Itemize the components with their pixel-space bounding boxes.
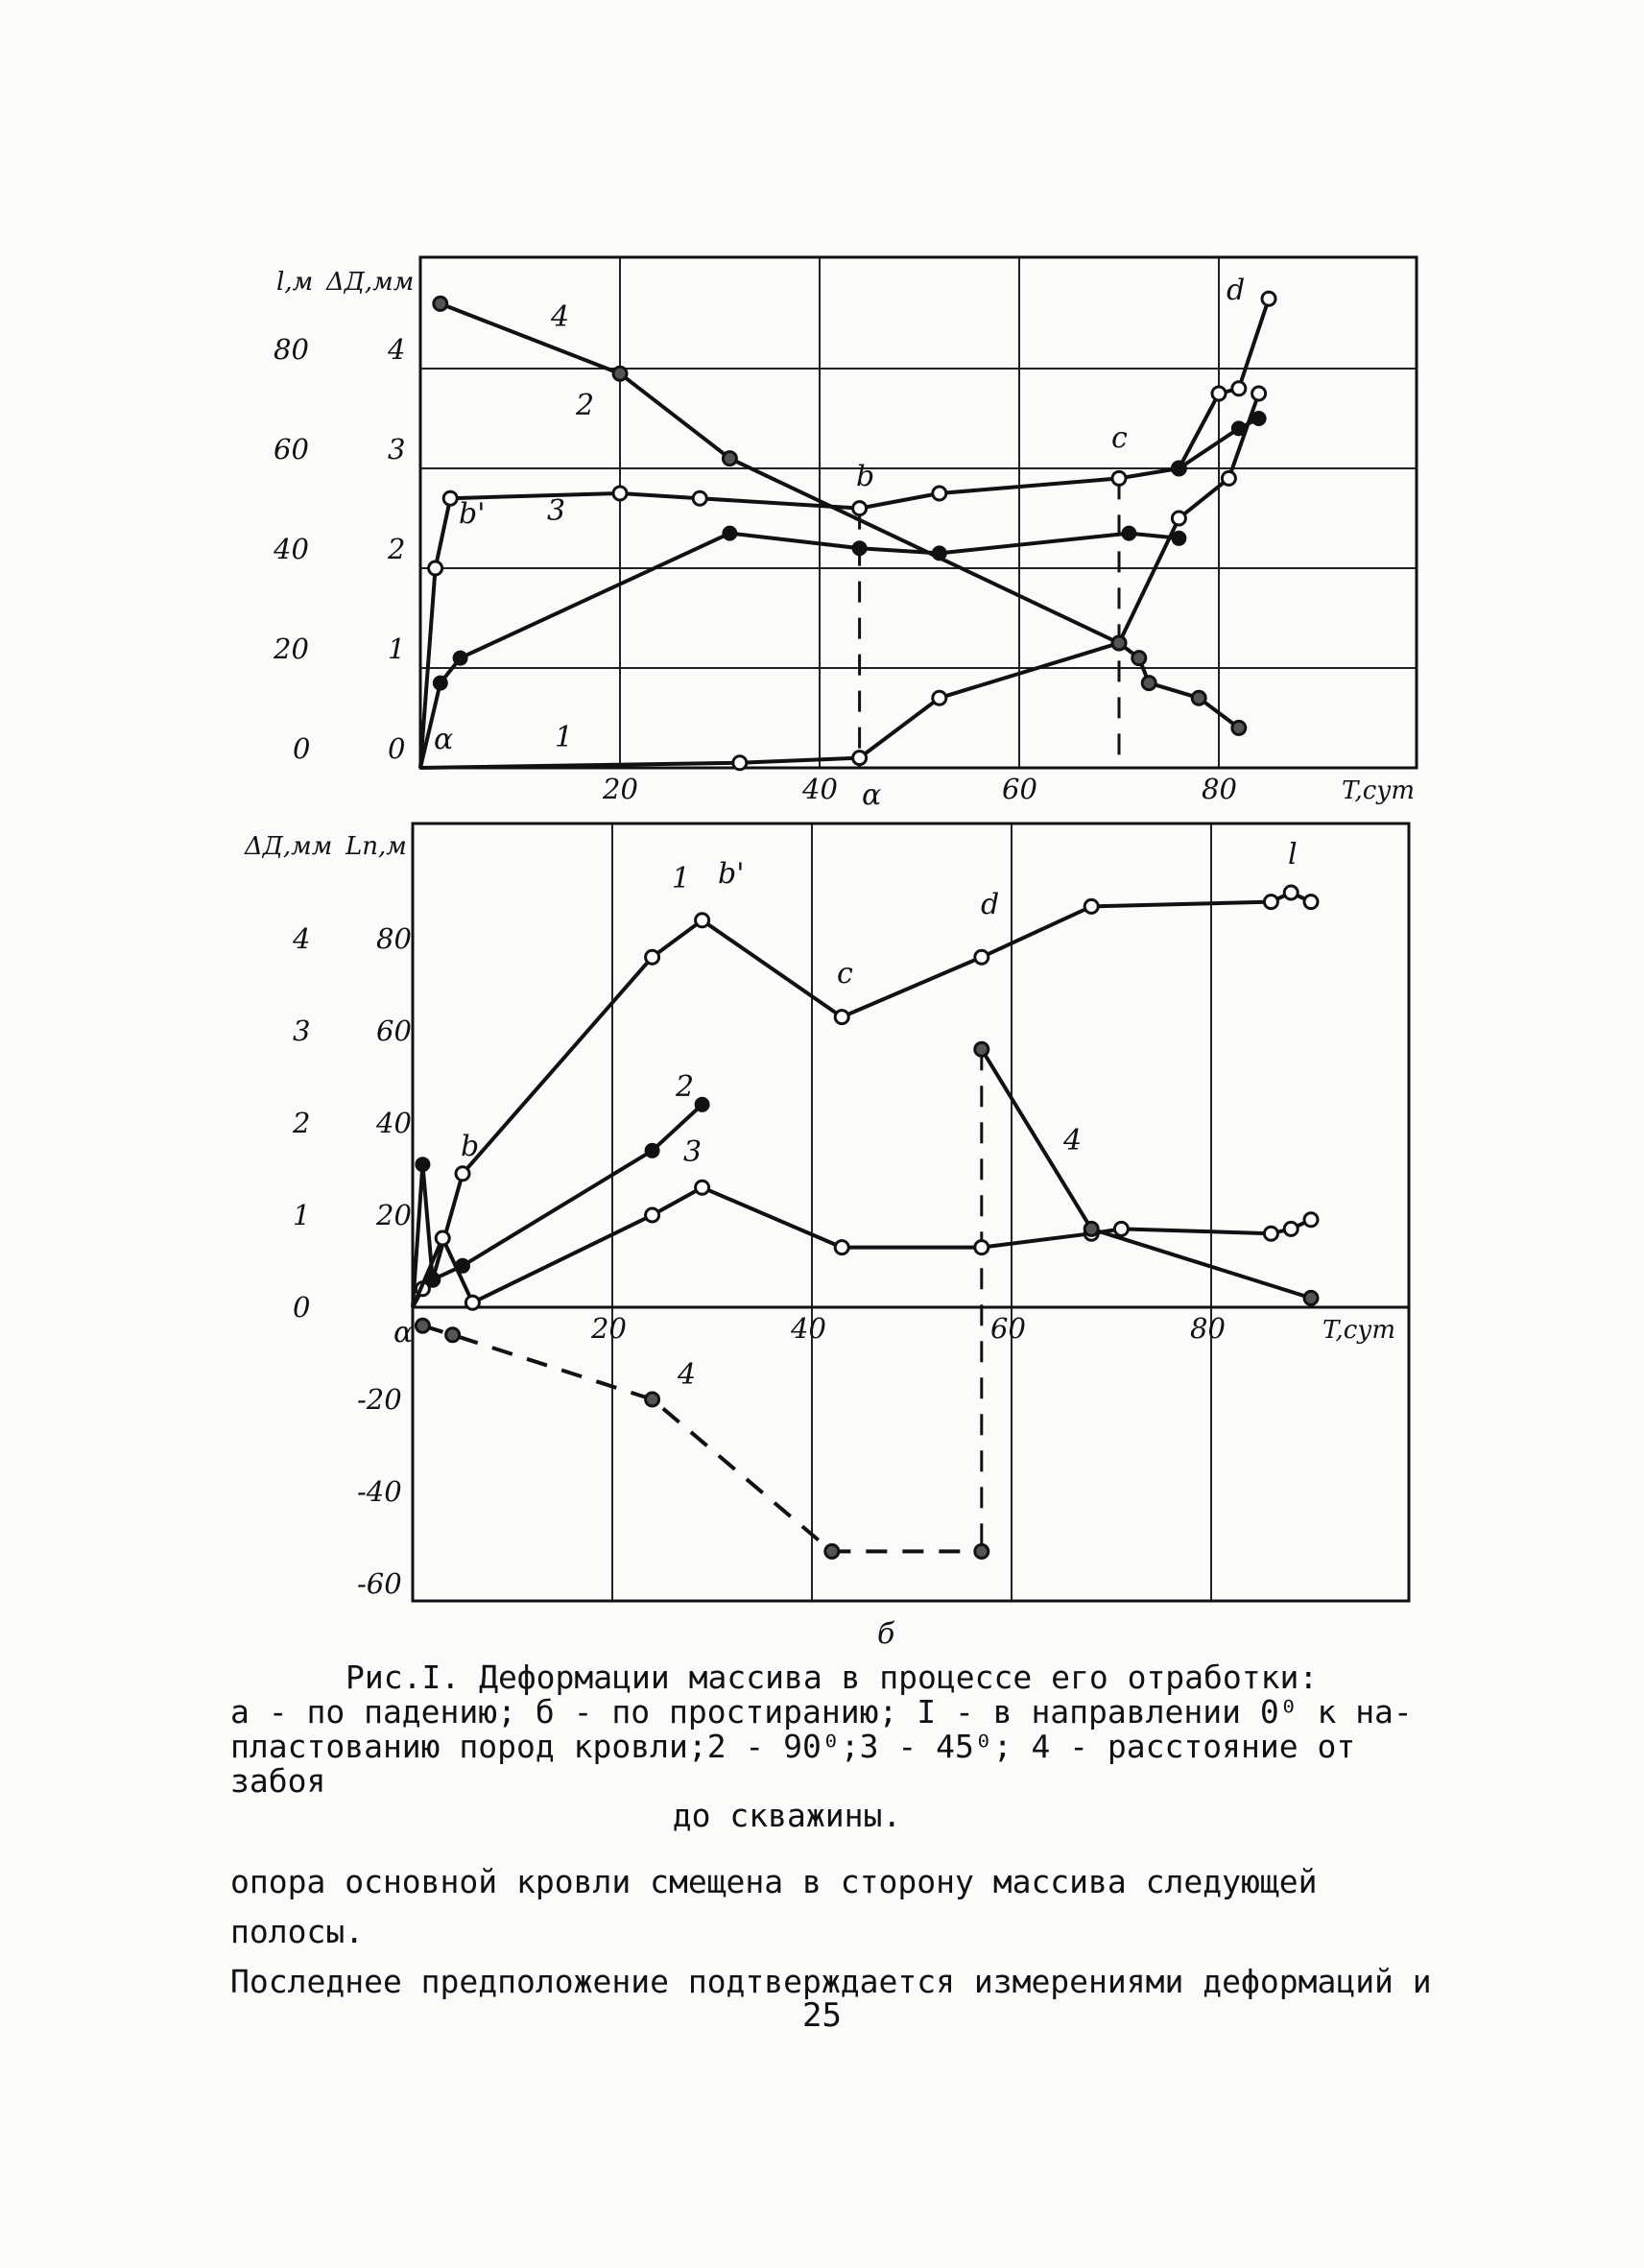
a-y-right-tick-4: 4 bbox=[388, 333, 406, 366]
a-y-left-tick-1: 20 bbox=[274, 633, 309, 665]
b-series-2-point-5 bbox=[696, 1098, 709, 1111]
a-series-3-point-6 bbox=[933, 487, 946, 500]
body-line-2: Последнее предположение подтверждается измерениями деформаций и bbox=[230, 1963, 1432, 2000]
b-series-1-point-8 bbox=[1084, 899, 1098, 913]
b-series-4-point-0 bbox=[975, 1042, 989, 1056]
b-series-1-point-11 bbox=[1304, 895, 1318, 909]
b-series-1-point-4 bbox=[646, 950, 659, 964]
a-annotation-7: 3 bbox=[547, 494, 566, 528]
a-series-4-point-5 bbox=[1142, 677, 1156, 690]
b-annotation-8: 3 bbox=[683, 1135, 703, 1169]
a-series-3-point-3 bbox=[613, 487, 627, 500]
b-series-1-point-3 bbox=[456, 1167, 469, 1181]
chart-a bbox=[273, 257, 1417, 812]
a-series-1-point-6 bbox=[1222, 471, 1235, 485]
b-series-3-point-8 bbox=[1114, 1222, 1128, 1235]
a-y-right-tick-1: 1 bbox=[388, 633, 406, 665]
a-x-tick-2: 60 bbox=[1002, 773, 1037, 805]
a-panel-label: α bbox=[862, 778, 882, 812]
a-frame bbox=[420, 257, 1417, 768]
body-text bbox=[230, 1857, 1468, 2007]
b-series-4-negative-point-0 bbox=[416, 1319, 429, 1332]
a-annotation-3: c bbox=[1111, 421, 1128, 455]
b-series-3-point-9 bbox=[1264, 1227, 1277, 1240]
b-series-3-point-3 bbox=[646, 1208, 659, 1222]
a-series-2-point-3 bbox=[723, 527, 736, 540]
a-series-2-point-6 bbox=[1122, 527, 1135, 540]
a-series-4-point-6 bbox=[1192, 691, 1205, 704]
a-series-3-point-5 bbox=[853, 502, 867, 515]
a-series-1-point-7 bbox=[1252, 387, 1266, 400]
b-x-tick-0: 20 bbox=[591, 1312, 627, 1345]
a-annotation-1: b' bbox=[459, 497, 486, 531]
b-x-tick-3: 80 bbox=[1190, 1312, 1226, 1345]
b-y-right-tick-2: -20 bbox=[357, 1383, 402, 1416]
b-annotation-3: c bbox=[837, 957, 853, 991]
a-series-1-point-5 bbox=[1172, 512, 1185, 525]
a-y-left-tick-3: 60 bbox=[274, 433, 309, 466]
b-panel-label: б bbox=[877, 1617, 895, 1651]
b-frame bbox=[413, 824, 1409, 1601]
b-y-right-tick-5: 60 bbox=[376, 1015, 412, 1047]
a-series-3-point-2 bbox=[443, 491, 457, 505]
caption-line-3: пластованию пород кровли;2 - 90⁰;3 - 45⁰; 4 - расстояние от забоя bbox=[230, 1728, 1356, 1800]
a-series-2-point-7 bbox=[1172, 532, 1185, 545]
b-series-4-line bbox=[982, 1049, 1311, 1298]
b-annotation-1: b bbox=[461, 1130, 480, 1163]
b-series-1-point-9 bbox=[1264, 895, 1277, 909]
b-annotation-4-negative: 4 bbox=[678, 1358, 697, 1392]
b-series-4-negative-point-2 bbox=[646, 1393, 659, 1406]
b-y-left-tick-0: 0 bbox=[293, 1291, 311, 1324]
b-annotation-9: 4 bbox=[1063, 1124, 1083, 1158]
b-annotation-2: b' bbox=[718, 857, 745, 891]
b-x-tick-2: 60 bbox=[990, 1312, 1026, 1345]
a-annotation-4: d bbox=[1227, 274, 1246, 307]
b-series-1-point-7 bbox=[975, 950, 989, 964]
b-series-3-point-11 bbox=[1304, 1213, 1318, 1227]
body-line-1: опора основной кровли смещена в сторону массива следующей полосы. bbox=[230, 1863, 1318, 1950]
b-series-4-negative-point-3 bbox=[825, 1544, 839, 1558]
a-series-3-point-9 bbox=[1212, 387, 1226, 400]
b-x-tick-1: 40 bbox=[791, 1312, 826, 1345]
b-annotation-6: 1 bbox=[672, 862, 691, 895]
b-xlabel: T,сут bbox=[1322, 1316, 1396, 1345]
page-number: 25 bbox=[802, 1996, 842, 2035]
a-ylabel-left: l,м bbox=[276, 268, 314, 297]
a-series-4-point-3 bbox=[1112, 636, 1126, 650]
a-annotation-0: α bbox=[434, 723, 454, 756]
a-series-2-point-1 bbox=[434, 677, 447, 690]
b-y-left-tick-3: 3 bbox=[293, 1015, 311, 1047]
a-y-right-tick-0: 0 bbox=[388, 732, 406, 765]
b-y-left-tick-1: 1 bbox=[293, 1199, 311, 1231]
b-series-1-point-5 bbox=[696, 914, 709, 927]
b-series-3-point-10 bbox=[1284, 1222, 1298, 1235]
a-x-tick-1: 40 bbox=[802, 773, 838, 805]
a-annotation-5: 1 bbox=[555, 721, 574, 754]
b-annotation-0: α bbox=[393, 1316, 414, 1349]
a-series-2-point-4 bbox=[853, 541, 867, 555]
a-y-left-tick-4: 80 bbox=[274, 333, 309, 366]
a-series-4-point-2 bbox=[723, 452, 736, 466]
b-series-1-line bbox=[413, 893, 1311, 1307]
b-y-left-tick-4: 4 bbox=[293, 922, 311, 955]
b-series-4-point-2 bbox=[1304, 1291, 1318, 1304]
a-series-1-point-3 bbox=[933, 691, 946, 704]
caption-line-4: до скважины. bbox=[672, 1797, 902, 1834]
b-annotation-5: l bbox=[1288, 838, 1298, 871]
b-series-4-point-1 bbox=[1084, 1222, 1098, 1235]
a-xlabel: T,сут bbox=[1342, 776, 1416, 805]
a-y-right-tick-2: 2 bbox=[388, 533, 406, 565]
a-series-2-point-2 bbox=[454, 652, 467, 665]
a-annotation-2: b bbox=[856, 460, 875, 493]
a-series-4-point-7 bbox=[1232, 721, 1246, 734]
a-y-right-tick-3: 3 bbox=[388, 433, 406, 466]
b-series-3-line bbox=[413, 1187, 1311, 1307]
caption-line-1: Рис.I. Деформации массива в процессе его отработки: bbox=[345, 1659, 1319, 1696]
a-annotation-6: 2 bbox=[576, 389, 595, 422]
b-y-left-tick-2: 2 bbox=[293, 1107, 311, 1139]
b-y-right-tick-4: 40 bbox=[376, 1107, 412, 1139]
b-series-3-point-1 bbox=[436, 1231, 449, 1245]
a-x-tick-0: 20 bbox=[603, 773, 638, 805]
b-y-right-tick-6: 80 bbox=[376, 922, 412, 955]
a-y-left-tick-0: 0 bbox=[293, 732, 311, 765]
a-series-4-point-4 bbox=[1132, 652, 1146, 665]
a-x-tick-3: 80 bbox=[1202, 773, 1237, 805]
b-series-2-point-1 bbox=[416, 1158, 429, 1171]
figure-caption bbox=[230, 1660, 1449, 1833]
b-series-3-point-4 bbox=[696, 1181, 709, 1194]
a-series-fig-a-branch-point-2 bbox=[1252, 412, 1266, 425]
b-ylabel-left: ΔД,мм bbox=[245, 832, 333, 861]
b-series-3-point-5 bbox=[835, 1241, 848, 1254]
a-series-fig-a-branch-point-0 bbox=[1172, 462, 1185, 475]
a-series-1-point-2 bbox=[853, 752, 867, 765]
a-series-4-point-1 bbox=[613, 367, 627, 380]
b-series-1-point-10 bbox=[1284, 886, 1298, 899]
b-y-right-tick-3: 20 bbox=[376, 1199, 412, 1231]
a-annotation-8: 4 bbox=[551, 300, 570, 334]
a-series-1-line bbox=[420, 394, 1259, 768]
a-y-left-tick-2: 40 bbox=[274, 533, 309, 565]
b-series-3-point-2 bbox=[465, 1296, 479, 1309]
a-series-fig-a-branch-point-1 bbox=[1232, 421, 1246, 435]
a-series-1-point-1 bbox=[733, 756, 747, 770]
a-ylabel-right: ΔД,мм bbox=[326, 268, 415, 297]
chart-b bbox=[244, 824, 1409, 1651]
a-series-4-point-0 bbox=[434, 297, 447, 310]
b-y-right-tick-1: -40 bbox=[357, 1475, 402, 1508]
b-series-2-point-4 bbox=[646, 1144, 659, 1158]
b-series-4-negative-point-4 bbox=[975, 1544, 989, 1558]
a-series-3-point-10 bbox=[1232, 382, 1246, 395]
b-series-4-negative-line bbox=[422, 1325, 981, 1551]
b-series-4-negative-point-1 bbox=[446, 1328, 460, 1342]
b-ylabel-right: Lп,м bbox=[345, 832, 407, 861]
a-series-3-point-1 bbox=[429, 561, 442, 575]
a-series-3-point-7 bbox=[1112, 471, 1126, 485]
a-series-3-point-4 bbox=[693, 491, 706, 505]
b-annotation-4: d bbox=[981, 888, 1000, 921]
b-y-right-tick-0: -60 bbox=[357, 1567, 402, 1600]
b-series-1-point-6 bbox=[835, 1011, 848, 1024]
b-series-3-point-6 bbox=[975, 1241, 989, 1254]
b-annotation-7: 2 bbox=[676, 1070, 695, 1104]
caption-line-2: а - по падению; б - по простиранию; I - в направлении 0⁰ к на- bbox=[230, 1693, 1413, 1731]
a-series-3-point-11 bbox=[1262, 292, 1275, 305]
b-series-2-line bbox=[413, 1105, 703, 1307]
